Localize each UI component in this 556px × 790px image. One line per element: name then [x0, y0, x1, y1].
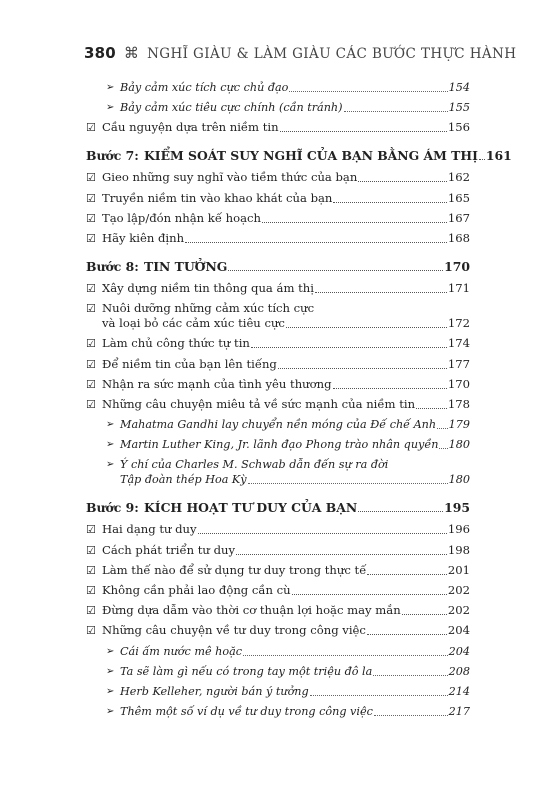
arrow-bullet-icon: ➢ — [106, 645, 115, 657]
entry-title: Không cần phải lao động cần cù — [102, 583, 291, 597]
toc-entry[interactable] — [86, 603, 470, 618]
dot-leader — [286, 327, 447, 328]
toc-entry[interactable] — [86, 170, 470, 185]
arrow-bullet-icon: ➢ — [106, 459, 115, 471]
entry-body — [120, 457, 470, 487]
toc-entry[interactable] — [86, 357, 470, 372]
dot-leader — [248, 483, 448, 484]
page-ref: 162 — [447, 170, 470, 185]
page-ref: 170 — [444, 258, 470, 274]
entry-title: Cái ấm nước mê hoặc — [120, 644, 243, 658]
checkbox-icon: ☑ — [86, 171, 96, 185]
dot-leader — [344, 111, 448, 112]
dot-leader — [367, 574, 447, 575]
checkbox-icon: ☑ — [86, 211, 96, 225]
toc-subentry[interactable] — [86, 80, 470, 95]
checkbox-icon: ☑ — [86, 231, 96, 245]
toc-subentry[interactable] — [86, 437, 470, 452]
toc-chapter-heading[interactable] — [86, 259, 470, 274]
arrow-bullet-icon: ➢ — [106, 706, 115, 718]
arrow-bullet-icon: ➢ — [106, 685, 115, 697]
dot-leader — [439, 448, 447, 449]
entry-title: Đừng dựa dẫm vào thời cơ thuận lợi hoặc may mắn — [102, 603, 401, 618]
chapter-name: KIỂM SOÁT SUY NGHĨ CỦA BẠN BẰNG ÁM THỊ — [144, 148, 478, 164]
checkbox-icon: ☑ — [86, 543, 96, 557]
page-ref: 217 — [448, 705, 470, 719]
entry-title-line2-row — [102, 316, 470, 331]
entry-title: Martin Luther King, Jr. lãnh đạo Phong trào nhân quyền — [120, 438, 439, 452]
arrow-bullet-icon: ➢ — [106, 439, 115, 451]
page-ref: 161 — [485, 148, 512, 164]
toc-entry[interactable] — [86, 543, 470, 558]
toc-entry[interactable] — [86, 120, 470, 135]
page-ref: 202 — [447, 603, 470, 618]
toc-subentry[interactable] — [86, 704, 470, 719]
entry-title-line2: và loại bỏ các cảm xúc tiêu cực — [102, 316, 285, 331]
entry-title: Làm thế nào để sử dụng tư duy trong thực tế — [102, 562, 367, 577]
dot-leader — [228, 270, 443, 271]
dot-leader — [292, 594, 447, 595]
page-ref: 202 — [447, 583, 470, 597]
page-ref: 196 — [447, 522, 470, 537]
page-ref: 198 — [447, 542, 470, 557]
entry-title: Những câu chuyện miêu tả về sức mạnh của niềm tin — [102, 396, 416, 411]
dot-leader — [374, 715, 448, 716]
checkbox-icon: ☑ — [86, 604, 96, 618]
entry-title: Những câu chuyện về tư duy trong công việc — [102, 623, 366, 638]
checkbox-icon: ☑ — [86, 191, 96, 205]
dot-leader — [373, 675, 447, 676]
toc-chapter-heading[interactable] — [86, 500, 470, 515]
chapter-number: Bước 9: — [86, 500, 139, 516]
toc-entry[interactable] — [86, 191, 470, 206]
entry-title: Tạo lập/đón nhận kế hoạch — [102, 210, 261, 225]
entry-title: Bảy cảm xúc tích cực chủ đạo — [120, 81, 289, 94]
arrow-bullet-icon: ➢ — [106, 102, 115, 114]
entry-title: Hãy kiên định — [102, 230, 185, 245]
dot-leader — [289, 91, 447, 92]
chapter-title — [86, 148, 478, 163]
page-ref: 171 — [447, 280, 470, 295]
chapter-number: Bước 7: — [86, 148, 139, 164]
chapter-title — [86, 500, 357, 515]
toc-subentry[interactable] — [86, 100, 470, 115]
page-ref: 167 — [447, 210, 470, 225]
book-title: NGHĨ GIÀU & LÀM GIÀU CÁC BƯỚC THỰC HÀNH — [147, 46, 517, 62]
page-ref: 174 — [447, 336, 470, 351]
entry-title-line2-row — [120, 472, 470, 487]
dot-leader — [262, 222, 447, 223]
dot-leader — [358, 181, 447, 182]
entry-title: Cách phát triển tư duy — [102, 542, 236, 557]
toc-entry[interactable] — [86, 301, 470, 331]
entry-title: Ta sẽ làm gì nếu có trong tay một triệu đô la — [120, 664, 373, 678]
page-ref: 155 — [448, 101, 470, 115]
dot-leader — [185, 242, 447, 243]
toc-entry[interactable] — [86, 397, 470, 412]
running-header — [84, 44, 517, 62]
dot-leader — [479, 159, 485, 160]
dot-leader — [358, 511, 443, 512]
entry-title: Bảy cảm xúc tiêu cực chính (cần tránh) — [120, 101, 343, 115]
page-ref: 214 — [448, 684, 470, 698]
checkbox-icon: ☑ — [86, 337, 96, 351]
entry-title: Cầu nguyện dựa trên niềm tin — [102, 120, 279, 135]
arrow-bullet-icon: ➢ — [106, 419, 115, 431]
entry-title: Thêm một số ví dụ về tư duy trong công việc — [120, 705, 373, 719]
page-ref: 204 — [447, 623, 470, 638]
toc-entry[interactable] — [86, 231, 470, 246]
entry-body — [102, 301, 470, 331]
page-number: 380 — [84, 44, 116, 62]
entry-title: Hai dạng tư duy — [102, 522, 197, 537]
toc-subentry[interactable] — [86, 457, 470, 487]
arrow-bullet-icon: ➢ — [106, 665, 115, 677]
arrow-bullet-icon: ➢ — [106, 82, 115, 93]
chapter-title — [86, 259, 227, 274]
dot-leader — [251, 347, 447, 348]
checkbox-icon: ☑ — [86, 624, 96, 638]
entry-title: Truyền niềm tin vào khao khát của bạn — [102, 190, 333, 205]
dot-leader — [236, 554, 447, 555]
page-ref: 170 — [447, 376, 470, 391]
toc-entry[interactable] — [86, 377, 470, 392]
dot-leader — [243, 655, 448, 656]
dot-leader — [198, 533, 447, 534]
checkbox-icon: ☑ — [86, 281, 96, 295]
toc-entry[interactable] — [86, 563, 470, 578]
dot-leader — [310, 695, 448, 696]
entry-title: Xây dựng niềm tin thông qua ám thị — [102, 280, 314, 295]
dot-leader — [278, 368, 447, 369]
toc-subentry[interactable] — [86, 644, 470, 659]
page-ref: 156 — [447, 120, 470, 135]
entry-title: Để niềm tin của bạn lên tiếng — [102, 356, 277, 371]
toc-entry[interactable] — [86, 623, 470, 638]
toc-entry[interactable] — [86, 336, 470, 351]
checkbox-icon: ☑ — [86, 357, 96, 371]
command-symbol-icon: ⌘ — [123, 44, 140, 62]
dot-leader — [333, 202, 446, 203]
page-ref: 208 — [448, 664, 470, 678]
entry-title: Mahatma Gandhi lay chuyển nền móng của Đế chế Anh — [120, 418, 437, 432]
chapter-number: Bước 8: — [86, 258, 139, 274]
dot-leader — [402, 614, 447, 615]
dot-leader — [367, 634, 447, 635]
page-ref: 201 — [447, 562, 470, 577]
toc-subentry[interactable] — [86, 684, 470, 699]
dot-leader — [280, 131, 447, 132]
page-ref: 178 — [447, 396, 470, 411]
page-ref: 168 — [447, 230, 470, 245]
toc-chapter-heading[interactable] — [86, 148, 512, 164]
table-of-contents — [86, 80, 512, 724]
dot-leader — [333, 388, 447, 389]
page-ref: 172 — [447, 316, 470, 331]
page-ref: 165 — [447, 190, 470, 205]
page-ref: 179 — [448, 418, 470, 432]
page-ref: 154 — [448, 81, 470, 94]
entry-title-line1: Nuôi dưỡng những cảm xúc tích cực — [102, 301, 315, 316]
entry-title-line2: Tập đoàn thép Hoa Kỳ — [120, 473, 247, 487]
dot-leader — [416, 408, 447, 409]
entry-title: Làm chủ công thức tự tin — [102, 336, 250, 351]
page-ref: 180 — [448, 473, 470, 487]
checkbox-icon: ☑ — [86, 302, 96, 316]
page-ref: 180 — [448, 438, 470, 452]
checkbox-icon: ☑ — [86, 563, 96, 577]
entry-title: Nhận ra sức mạnh của tình yêu thương — [102, 376, 332, 391]
checkbox-icon: ☑ — [86, 121, 96, 135]
checkbox-icon: ☑ — [86, 397, 96, 411]
toc-entry[interactable] — [86, 522, 470, 537]
toc-subentry[interactable] — [86, 664, 470, 679]
page-ref: 204 — [448, 644, 470, 658]
page-ref: 195 — [444, 500, 470, 516]
entry-title: Gieo những suy nghĩ vào tiềm thức của bạn — [102, 170, 358, 185]
toc-entry[interactable] — [86, 583, 470, 598]
entry-title: Herb Kelleher, người bán ý tưởng — [120, 684, 309, 698]
page-ref: 177 — [447, 356, 470, 371]
checkbox-icon: ☑ — [86, 523, 96, 537]
chapter-name: KÍCH HOẠT TƯ DUY CỦA BẠN — [144, 500, 358, 516]
toc-entry[interactable] — [86, 211, 470, 226]
checkbox-icon: ☑ — [86, 584, 96, 597]
checkbox-icon: ☑ — [86, 377, 96, 391]
entry-title-line1: Ý chí của Charles M. Schwab dẫn đến sự ra đời — [120, 458, 389, 472]
toc-entry[interactable] — [86, 281, 470, 296]
dot-leader — [437, 428, 448, 429]
dot-leader — [315, 292, 447, 293]
chapter-name: TIN TƯỞNG — [144, 258, 228, 274]
toc-subentry[interactable] — [86, 417, 470, 432]
